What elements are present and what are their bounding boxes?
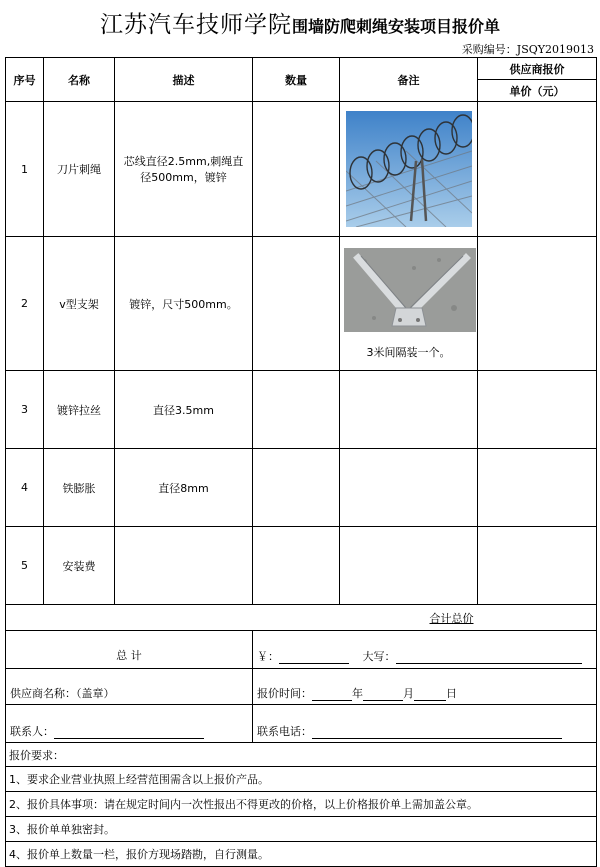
row-name: v型支架 [44,237,115,371]
requirement-row [6,792,597,817]
header-unit-price: 单价（元） [478,80,597,102]
day-label: 日 [446,687,457,700]
row-name: 铁膨胀 [44,449,115,527]
total-label: 总 计 [6,631,253,669]
subtotal-value[interactable] [478,605,597,631]
requirement-item: 1、要求企业营业执照上经营范围需含以上报价产品。 [6,767,597,792]
row-no: 1 [6,102,44,237]
requirements-heading: 报价要求： [6,743,597,767]
v-bracket-photo [344,248,476,332]
row-note [340,371,478,449]
table-row [6,527,597,605]
row-no: 5 [6,527,44,605]
row-qty[interactable] [253,102,340,237]
quote-table [5,57,597,867]
requirement-row [6,817,597,842]
contact-field[interactable] [54,725,204,739]
subtotal-row [6,605,597,631]
phone-label: 联系电话： [257,725,312,738]
purchase-number [462,41,594,57]
row-qty[interactable] [253,449,340,527]
header-no: 序号 [6,58,44,102]
table-row [6,102,597,237]
row-name: 安装费 [44,527,115,605]
yen-label: ￥： [257,650,279,663]
title-project: 围墙防爬刺绳安装项目报价单 [291,17,500,36]
row-name: 镀锌拉丝 [44,371,115,449]
row-desc: 镀锌，尺寸500mm。 [115,237,253,371]
table-row [6,237,597,371]
row-note [340,527,478,605]
header-name: 名称 [44,58,115,102]
subtotal-label: 合计总价 [429,611,474,625]
month-field[interactable] [363,687,403,701]
yen-amount-field[interactable] [279,650,349,664]
phone-cell [253,705,597,743]
contact-cell [6,705,253,743]
requirement-row [6,842,597,867]
row-price[interactable] [478,371,597,449]
row-price[interactable] [478,237,597,371]
supplier-name-cell [6,669,253,705]
upper-amount-field[interactable] [396,650,582,664]
row-desc: 直径8mm [115,449,253,527]
row-desc: 直径3.5mm [115,371,253,449]
total-row [6,631,597,669]
day-field[interactable] [414,687,446,701]
po-label: 采购编号： [461,43,517,56]
document-title [0,6,600,39]
table-row [6,449,597,527]
row-no: 3 [6,371,44,449]
year-field[interactable] [312,687,352,701]
table-row [6,371,597,449]
month-label: 月 [403,687,414,700]
row-desc: 芯线直径2.5mm,刺绳直径500mm，镀锌 [115,102,253,237]
quote-time-cell [253,669,597,705]
phone-field[interactable] [312,725,562,739]
supplier-row [6,669,597,705]
po-value: JSQY2019013 [516,43,594,56]
requirement-item: 2、报价具体事项：请在规定时间内一次性报出不得更改的价格，以上价格报价单上需加盖公章。 [6,792,597,817]
year-label: 年 [352,687,363,700]
row-note [340,449,478,527]
row-qty[interactable] [253,371,340,449]
header-supplier-quote: 供应商报价 [478,58,597,80]
requirement-item: 4、报价单上数量一栏，报价方现场踏勘，自行测量。 [6,842,597,867]
subtotal-label-cell [6,605,478,631]
header-note: 备注 [340,58,478,102]
row-price[interactable] [478,449,597,527]
row-price[interactable] [478,527,597,605]
requirement-item: 3、报价单单独密封。 [6,817,597,842]
row-price[interactable] [478,102,597,237]
row-qty[interactable] [253,237,340,371]
row-qty[interactable] [253,527,340,605]
header-row-1 [6,58,597,80]
row-note [340,102,478,237]
row-name: 刀片刺绳 [44,102,115,237]
quote-time-label: 报价时间： [257,687,312,700]
row-no: 2 [6,237,44,371]
row-note [340,237,478,371]
total-amount-cell [253,631,597,669]
requirements-heading-row [6,743,597,767]
razor-wire-photo [346,111,472,227]
supplier-name-label: 供应商名称：（盖章） [10,687,115,700]
row-note-text: 3米间隔装一个。 [366,345,451,359]
row-no: 4 [6,449,44,527]
contact-label: 联系人： [10,725,54,738]
header-desc: 描述 [115,58,253,102]
header-qty: 数量 [253,58,340,102]
row-desc [115,527,253,605]
contact-row [6,705,597,743]
upper-label: 大写： [362,650,396,663]
title-school: 江苏汽车技师学院 [99,12,292,38]
requirement-row [6,767,597,792]
